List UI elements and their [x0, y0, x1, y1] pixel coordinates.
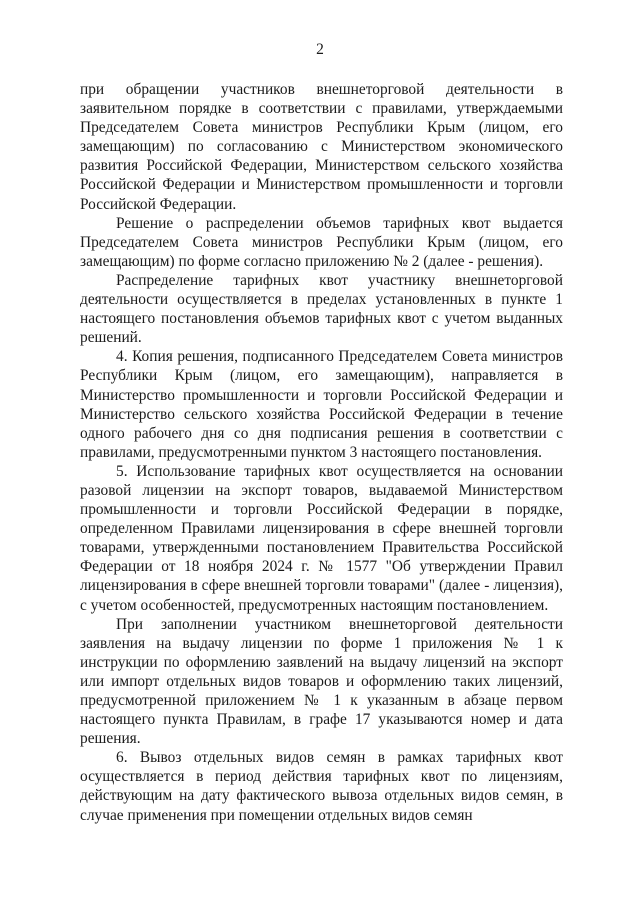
paragraph-continuation: при обращении участников внешнеторговой деятельности в заявительном порядке в соответствии с правилами, утверждаемыми Председателем Совета министров Республики Крым (лицом, его замещающим) по согласованию с Министерством экономического развития Российской Федерации, Министерством сельского хозяйства Российской Федерации и Министерством промышленности и торговли Российской Федерации.: [80, 81, 563, 213]
page-number: 2: [316, 41, 324, 58]
paragraph-item-6: 6. Вывоз отдельных видов семян в рамках тарифных квот осуществляется в период действия тарифных квот по лицензиям, действующим на дату фактического вывоза отдельных видов семян, в случае применения при помещении отдельных видов семян: [80, 749, 563, 824]
document-body: [80, 80, 563, 825]
paragraph-license-application: При заполнении участником внешнеторговой деятельности заявления на выдачу лицензии по форме 1 приложения № 1 к инструкции по оформлению заявлений на выдачу лицензий на экспорт или импорт отдельных видов товаров и оформлению таких лицензий, предусмотренной приложением № 1 к указанным в абзаце первом настоящего пункта Правилам, в графе 17 указываются номер и дата решения.: [80, 615, 563, 748]
paragraph-item-4: 4. Копия решения, подписанного Председателем Совета министров Республики Крым (лицом, его замещающим), направляется в Министерство промышленности и торговли Российской Федерации и Министерство сельского хозяйства Российской Федерации в течение одного рабочего дня со дня подписания решения в соответствии с правилами, предусмотренными пунктом 3 настоящего постановления.: [80, 348, 563, 461]
paragraph-item-5: 5. Использование тарифных квот осуществляется на основании разовой лицензии на экспорт товаров, выдаваемой Министерством промышленности и торговли Российской Федерации в порядке, определенном Правилами лицензирования в сфере внешней торговли товарами, утвержденными постановлением Правительства Российской Федерации от 18 ноября 2024 г. № 1577 "Об утверждении Правил лицензирования в сфере внешней торговли товарами" (далее - лицензия), с учетом особенностей, предусмотренных настоящим постановлением.: [80, 462, 563, 614]
paragraph-decision-issuance: Решение о распределении объемов тарифных квот выдается Председателем Совета министров Республики Крым (лицом, его замещающим) по форме согласно приложению № 2 (далее - решения).: [80, 214, 563, 270]
paragraph-quota-distribution: Распределение тарифных квот участнику внешнеторговой деятельности осуществляется в пределах установленных в пункте 1 настоящего постановления объемов тарифных квот с учетом выданных решений.: [80, 271, 563, 347]
